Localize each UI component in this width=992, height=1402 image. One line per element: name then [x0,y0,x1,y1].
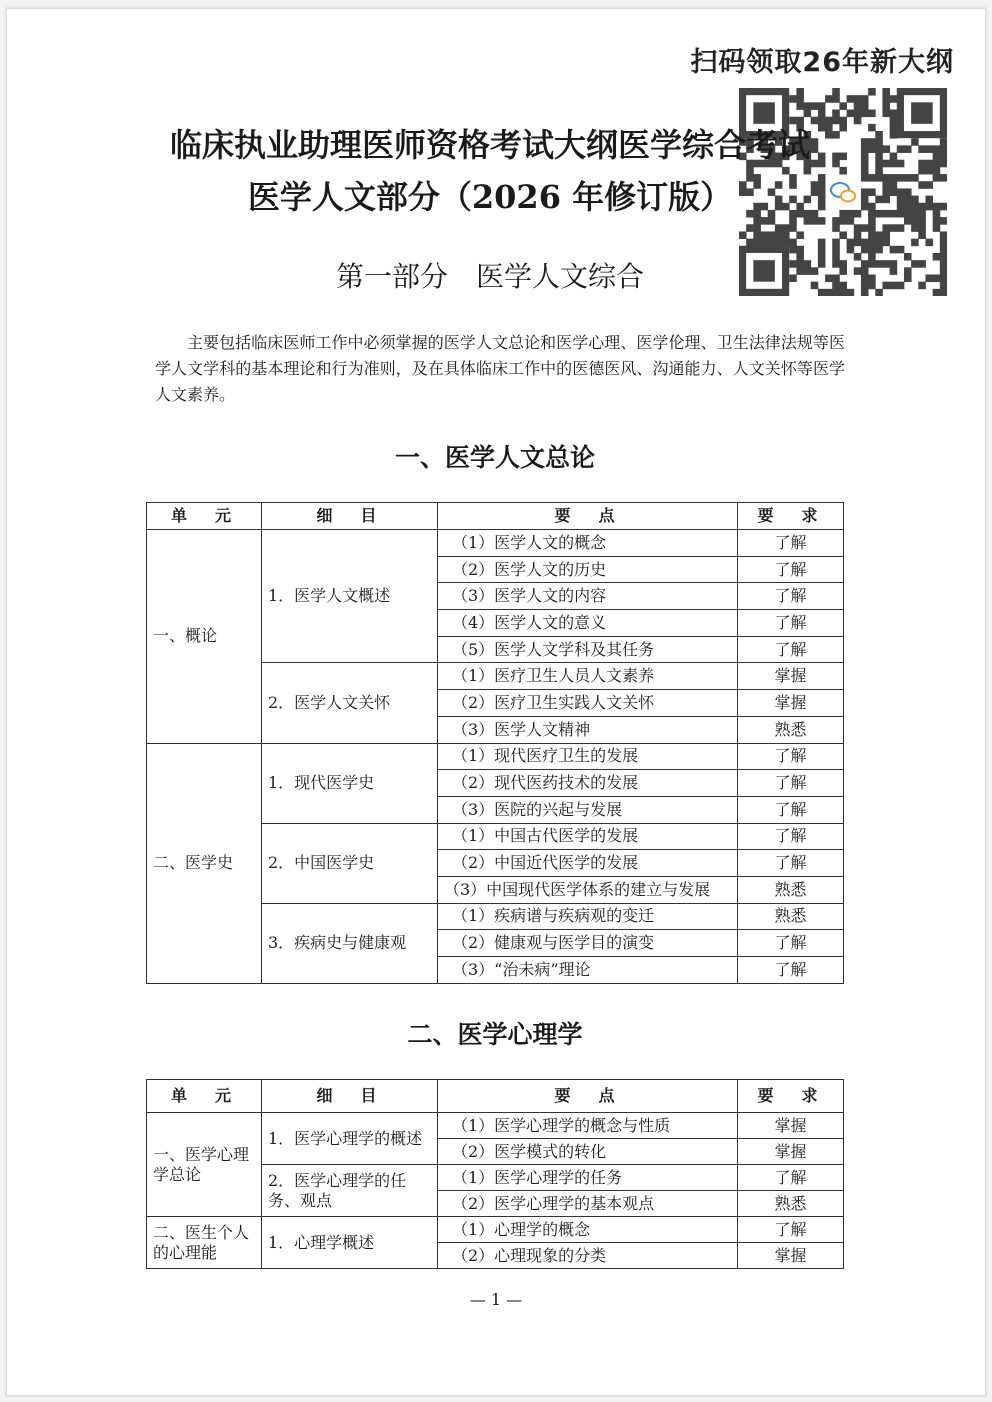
point-cell: （4）医学人文的意义 [438,610,738,637]
table-header-row [147,1080,844,1113]
point-cell: （3）医院的兴起与发展 [438,796,738,823]
header-point: 要 点 [438,1080,738,1113]
point-cell: （3）医学人文精神 [438,716,738,743]
item-cell: 1．医学人文概述 [262,530,438,663]
part-title: 第一部分 医学人文综合 [335,260,644,293]
point-cell: （5）医学人文学科及其任务 [438,636,738,663]
requirement-cell: 了解 [738,636,844,663]
requirement-cell: 了解 [738,930,844,957]
item-cell: 2．中国医学史 [262,823,438,903]
point-cell: （2）医学人文的历史 [438,556,738,583]
requirement-cell: 熟悉 [738,876,844,903]
requirement-cell: 掌握 [738,663,844,690]
point-cell: （1）医学心理学的任务 [438,1165,738,1191]
requirement-cell: 了解 [738,850,844,877]
point-cell: （1）医学心理学的概念与性质 [438,1113,738,1139]
table-row [147,1113,844,1139]
point-cell: （2）心理现象的分类 [438,1243,738,1269]
point-cell: （2）健康观与医学目的演变 [438,930,738,957]
point-cell: （2）现代医药技术的发展 [438,770,738,797]
requirement-cell: 熟悉 [738,716,844,743]
item-cell: 1．现代医学史 [262,743,438,823]
requirement-cell: 熟悉 [738,1191,844,1217]
document-title: 临床执业助理医师资格考试大纲医学综合考试 [169,126,810,164]
requirement-cell: 掌握 [738,1243,844,1269]
point-cell: （3）“治未病”理论 [438,957,738,984]
header-point: 要 点 [438,503,738,530]
requirement-cell: 熟悉 [738,903,844,930]
point-cell: （2）中国近代医学的发展 [438,850,738,877]
requirement-cell: 了解 [738,1217,844,1243]
promo-banner: 扫码领取26年新大纲 [690,47,954,78]
requirement-cell: 了解 [738,556,844,583]
table-row [147,1217,844,1243]
point-cell: （2）医学模式的转化 [438,1139,738,1165]
unit-cell: 二、医生个人的心理能 [147,1217,262,1269]
point-cell: （1）疾病谱与疾病观的变迁 [438,903,738,930]
point-cell: （1）医疗卫生人员人文素养 [438,663,738,690]
requirement-cell: 了解 [738,770,844,797]
section-1-title: 一、医学人文总论 [394,443,595,472]
requirement-cell: 了解 [738,583,844,610]
syllabus-table-2 [146,1079,844,1269]
table-header-row [147,503,844,530]
item-cell: 1．医学心理学的概述 [262,1113,438,1165]
point-cell: （1）现代医疗卫生的发展 [438,743,738,770]
requirement-cell: 了解 [738,796,844,823]
requirement-cell: 了解 [738,1165,844,1191]
table-row [147,743,844,770]
syllabus-table-1 [146,502,844,984]
point-cell: （1）心理学的概念 [438,1217,738,1243]
requirement-cell: 了解 [738,743,844,770]
header-unit: 单 元 [147,503,262,530]
unit-cell: 二、医学史 [147,743,262,983]
point-cell: （3）中国现代医学体系的建立与发展 [438,876,738,903]
item-cell: 3．疾病史与健康观 [262,903,438,983]
item-cell: 2．医学人文关怀 [262,663,438,743]
item-cell: 2．医学心理学的任务、观点 [262,1165,438,1217]
requirement-cell: 了解 [738,530,844,557]
section-2-title: 二、医学心理学 [407,1020,583,1049]
point-cell: （2）医学心理学的基本观点 [438,1191,738,1217]
document-subtitle: 医学人文部分（2026 年修订版） [247,178,733,216]
header-unit: 单 元 [147,1080,262,1113]
intro-paragraph: 主要包括临床医师工作中必须掌握的医学人文总论和医学心理、医学伦理、卫生法律法规等医学人文学科的基本理论和行为准则，及在具体临床工作中的医德医风、沟通能力、人文关怀等医学人文素养。 [155,333,845,404]
point-cell: （2）医疗卫生实践人文关怀 [438,690,738,717]
header-item: 细 目 [262,1080,438,1113]
requirement-cell: 掌握 [738,690,844,717]
point-cell: （1）中国古代医学的发展 [438,823,738,850]
header-requirement: 要 求 [738,1080,844,1113]
point-cell: （3）医学人文的内容 [438,583,738,610]
requirement-cell: 了解 [738,610,844,637]
header-requirement: 要 求 [738,503,844,530]
unit-cell: 一、医学心理学总论 [147,1113,262,1217]
requirement-cell: 了解 [738,957,844,984]
item-cell: 1．心理学概述 [262,1217,438,1269]
page-number: — 1 — [469,1290,523,1309]
header-item: 细 目 [262,503,438,530]
requirement-cell: 掌握 [738,1139,844,1165]
point-cell: （1）医学人文的概念 [438,530,738,557]
requirement-cell: 了解 [738,823,844,850]
requirement-cell: 掌握 [738,1113,844,1139]
table-row [147,530,844,557]
unit-cell: 一、概论 [147,530,262,744]
